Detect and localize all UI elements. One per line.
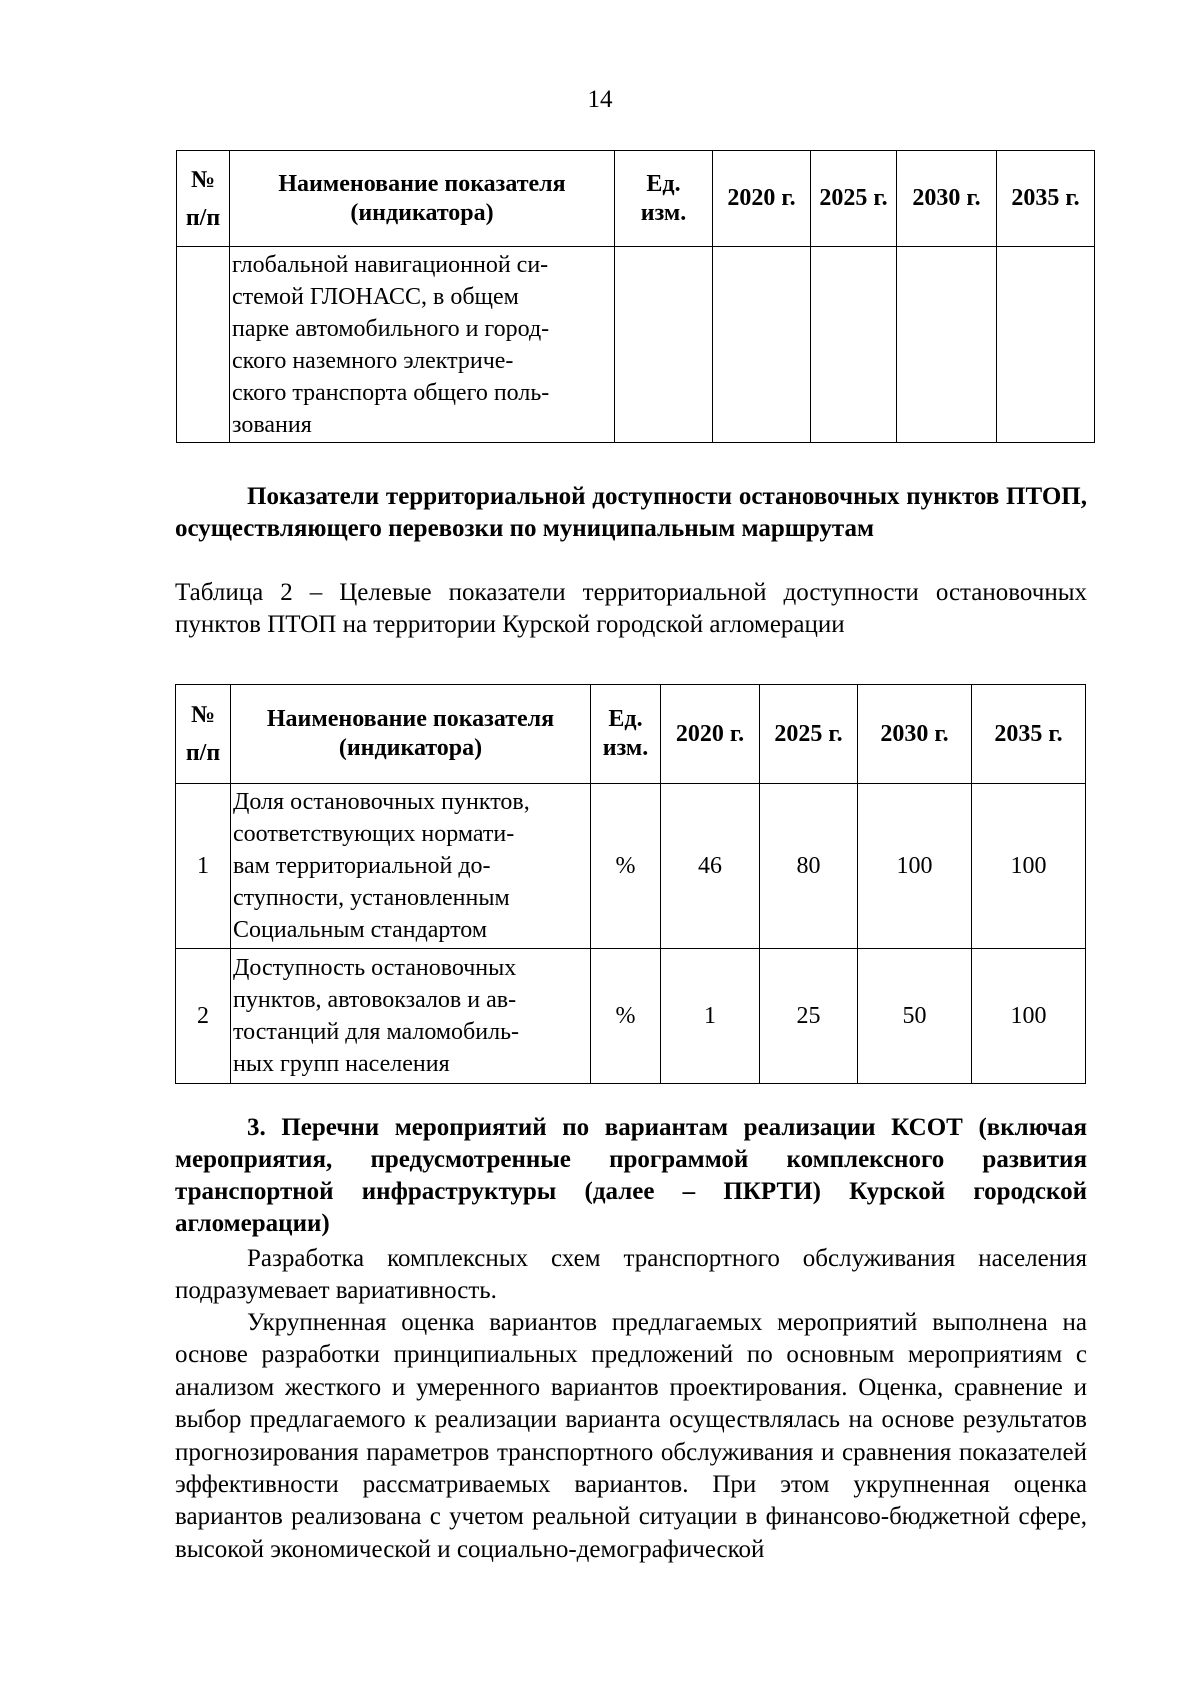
row-indicator-name [231,949,591,1084]
header-num [176,685,231,784]
table-row [177,247,1095,443]
table-row [176,784,1086,949]
header-indicator-name: Наименование показателя (индикатора) [230,151,615,247]
header-unit: Ед. изм. [591,685,661,784]
row-indicator-name [230,247,615,443]
body-paragraph-2: Укрупненная оценка вариантов предлагаемых мероприятий выполнена на основе разработки принципиальных предложений по основным мероприятиям с анализом жесткого и умеренного вариантов проектирования. Оценка, сравнение и выбор предлагаемого к реализации варианта осуществлялась на основе результатов прогнозирования параметров транспортного обслуживания и сравнения показателей эффективности рассматриваемых вариантов. При этом укрупненная оценка вариантов реализована с учетом реальной ситуации в финансово-бюджетной сфере, высокой экономической и социально-демографической [175,1309,1087,1563]
header-year-2025: 2025 г. [760,685,858,784]
row-num: 2 [176,949,231,1084]
row-value-2035: 100 [972,949,1086,1084]
row-unit: % [591,784,661,949]
row-indicator-text: Доля остановочных пунктов, соответствующих нормати- вам территориальной до- ступности, установленным Социальным стандартом [233,789,530,943]
row-value-2030 [897,247,997,443]
table-header-row [177,151,1095,247]
row-value-2030: 50 [858,949,972,1084]
header-year-2025: 2025 г. [811,151,897,247]
body-paragraph-1: Разработка комплексных схем транспортного обслуживания населения подразумевает вариативность. [175,1245,1087,1305]
header-unit: Ед. изм. [615,151,713,247]
row-value-2035: 100 [972,784,1086,949]
row-unit: % [591,949,661,1084]
header-num [177,151,230,247]
row-num: 1 [176,784,231,949]
table-row [176,949,1086,1084]
row-indicator-name [231,784,591,949]
header-num-abbr: п/п [185,204,221,231]
row-indicator-text: глобальной навигационной си- стемой ГЛОНАСС, в общем парке автомобильного и город- ского наземного электриче- ского транспорта общего поль- зования [232,251,550,438]
row-value-2020 [713,247,811,443]
header-year-2030: 2030 г. [858,685,972,784]
header-year-2035: 2035 г. [972,685,1086,784]
row-value-2025 [811,247,897,443]
header-num-abbr: п/п [185,740,221,766]
row-value-2020: 1 [661,949,760,1084]
row-value-2035 [997,247,1095,443]
indicator-table-continuation [176,150,1095,443]
row-value-2020: 46 [661,784,760,949]
target-indicators-table [175,684,1086,1084]
row-num [177,247,230,443]
section-heading-territorial-access: Показатели территориальной доступности остановочных пунктов ПТОП, осуществляющего перевозки по муниципальным маршрутам [175,483,1087,542]
table2-caption: Таблица 2 – Целевые показатели территориальной доступности остановочных пунктов ПТОП на территории Курской городской агломерации [175,579,1087,639]
header-year-2030: 2030 г. [897,151,997,247]
row-value-2030: 100 [858,784,972,949]
row-unit [615,247,713,443]
header-num-symbol: № [190,702,216,728]
row-value-2025: 25 [760,949,858,1084]
page-number: 14 [587,86,613,113]
header-year-2035: 2035 г. [997,151,1095,247]
table-header-row [176,685,1086,784]
section-heading-3-activities: 3. Перечни мероприятий по вариантам реализации КСОТ (включая мероприятия, предусмотренные программой комплексного развития транспортной инфраструктуры (далее – ПКРТИ) Курской городской агломерации) [175,1114,1087,1237]
header-year-2020: 2020 г. [661,685,760,784]
row-value-2025: 80 [760,784,858,949]
header-indicator-name: Наименование показателя (индикатора) [231,685,591,784]
header-num-symbol: № [190,166,216,193]
header-year-2020: 2020 г. [713,151,811,247]
row-indicator-text: Доступность остановочных пунктов, автовокзалов и ав- тостанций для маломобиль- ных групп населения [233,955,520,1077]
